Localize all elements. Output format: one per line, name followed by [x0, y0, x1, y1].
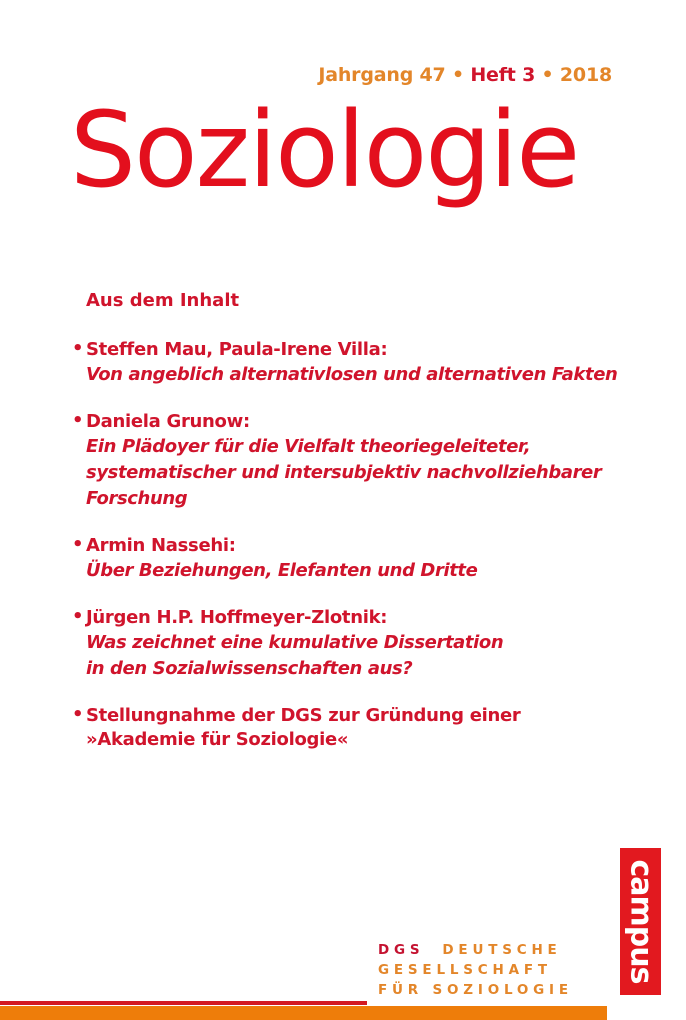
dgs-logo: DGS DEUTSCHE GESELLSCHAFT FÜR SOZIOLOGIE: [378, 942, 573, 998]
bullet-icon: •: [72, 704, 84, 725]
toc-article-title: Ein Plädoyer für die Vielfalt theoriegeleiteter,: [86, 436, 531, 457]
toc-item: [72, 338, 632, 388]
orange-footer-bar: [0, 1006, 607, 1020]
journal-title: Soziologie: [70, 89, 579, 211]
toc-article-title: Forschung: [86, 488, 188, 509]
toc-item: [72, 534, 632, 584]
campus-publisher-logo: campus: [620, 848, 661, 995]
table-of-contents: [72, 338, 632, 774]
issue-number: Heft 3: [470, 64, 536, 86]
toc-item: [72, 410, 632, 512]
toc-article-title: in den Sozialwissenschaften aus?: [86, 658, 413, 679]
toc-author: Jürgen H.P. Hoffmeyer-Zlotnik:: [86, 607, 388, 628]
bullet-icon: •: [72, 606, 84, 627]
bullet-icon: •: [72, 338, 84, 359]
red-divider: [0, 1001, 367, 1005]
toc-item: [72, 606, 632, 682]
bullet-icon: •: [72, 534, 84, 555]
issue-line: Jahrgang 47 • Heft 3 • 2018: [318, 64, 612, 86]
toc-author: Steffen Mau, Paula-Irene Villa:: [86, 339, 388, 360]
toc-article-title: Von angeblich alternativlosen und alternativen Fakten: [86, 364, 618, 385]
toc-article-title: systematischer und intersubjektiv nachvollziehbarer: [86, 462, 602, 483]
year: 2018: [559, 64, 612, 86]
bullet-icon: •: [72, 410, 84, 431]
dgs-abbr: DGS: [378, 942, 425, 958]
toc-author: Armin Nassehi:: [86, 535, 236, 556]
toc-article-title: Was zeichnet eine kumulative Dissertation: [86, 632, 504, 653]
toc-statement: »Akademie für Soziologie«: [86, 729, 349, 750]
toc-item: [72, 704, 632, 752]
volume: Jahrgang 47: [318, 64, 446, 86]
toc-article-title: Über Beziehungen, Elefanten und Dritte: [86, 560, 478, 581]
toc-heading: Aus dem Inhalt: [86, 290, 240, 311]
toc-author: Daniela Grunow:: [86, 411, 250, 432]
toc-statement: Stellungnahme der DGS zur Gründung einer: [86, 705, 521, 726]
